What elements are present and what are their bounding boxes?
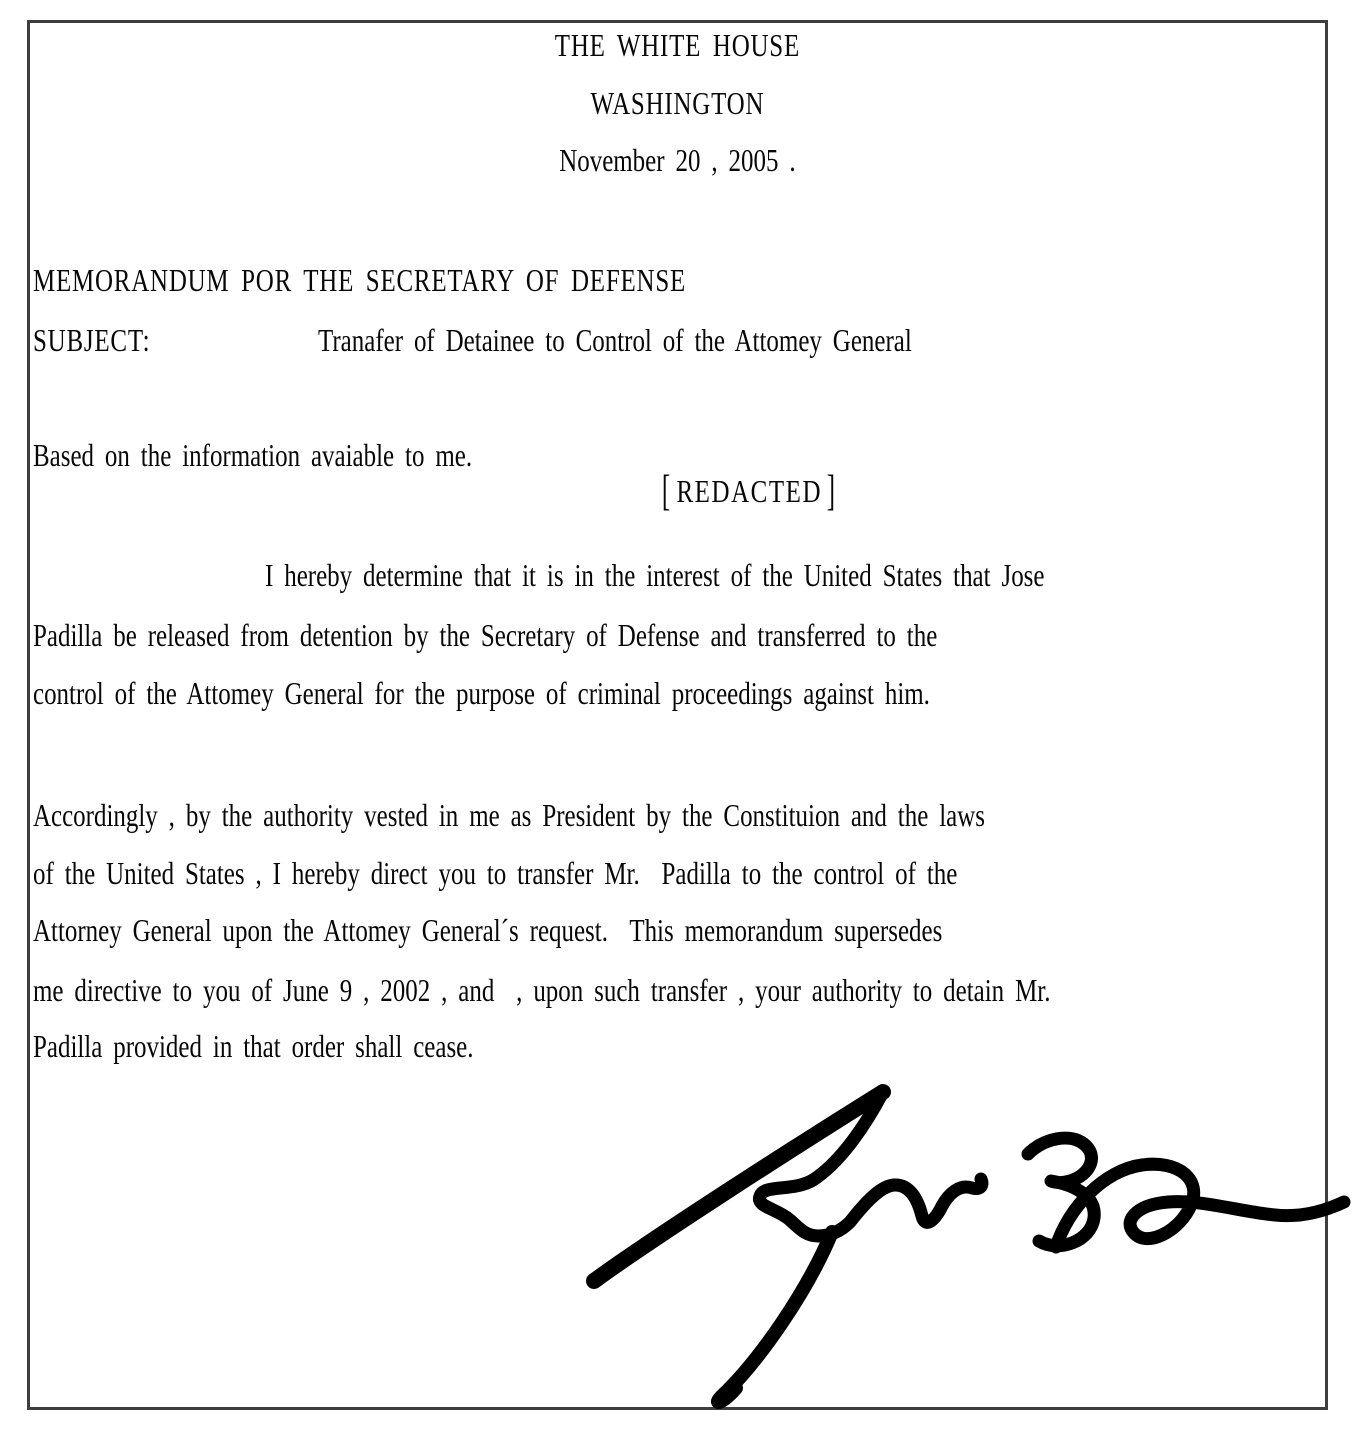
intro-sentence: Based on the information avaiable to me. (33, 437, 473, 473)
signature-stroke-descender (718, 1232, 832, 1402)
page-frame (27, 20, 1328, 1410)
subject-label: SUBJECT: (33, 322, 151, 358)
redaction-open-bracket: [ (661, 465, 672, 514)
redaction-marker (612, 434, 837, 548)
redaction-label: REDACTED (676, 473, 823, 509)
paragraph-line: I hereby determine that it is in the interest of the United States that Jose (265, 557, 1045, 593)
signature-stroke-initials (759, 1092, 982, 1236)
letterhead-date: November 20 , 2005 . (559, 142, 796, 178)
paragraph-line: Attorney General upon the Attomey General´s request. This memorandum supersedes (33, 912, 943, 948)
redaction-close-bracket: ] (826, 465, 837, 514)
paragraph-line: Padilla be released from detention by the Secretary of Defense and transferred to the (33, 617, 938, 653)
memorandum-to-line: MEMORANDUM POR THE SECRETARY OF DEFENSE (33, 262, 687, 298)
signature-stroke-diagonal (594, 1092, 883, 1281)
paragraph-line: control of the Attomey General for the purpose of criminal proceedings against him. (33, 675, 930, 711)
paragraph-line: Accordingly , by the authority vested in me as President by the Constituion and the laws (33, 797, 985, 833)
paragraph-line: Padilla provided in that order shall cease. (33, 1028, 474, 1064)
letterhead-organization: THE WHITE HOUSE (554, 27, 800, 63)
paragraph-line: me directive to you of June 9 , 2002 , and , upon such transfer , your authority to detain Mr. (33, 972, 1051, 1008)
paragraph-line: of the United States , I hereby direct you to transfer Mr. Padilla to the control of the (33, 855, 958, 891)
letterhead-city: WASHINGTON (590, 85, 765, 121)
signature-handwritten (550, 1080, 1365, 1432)
subject-value: Tranafer of Detainee to Control of the Attomey General (318, 322, 912, 358)
